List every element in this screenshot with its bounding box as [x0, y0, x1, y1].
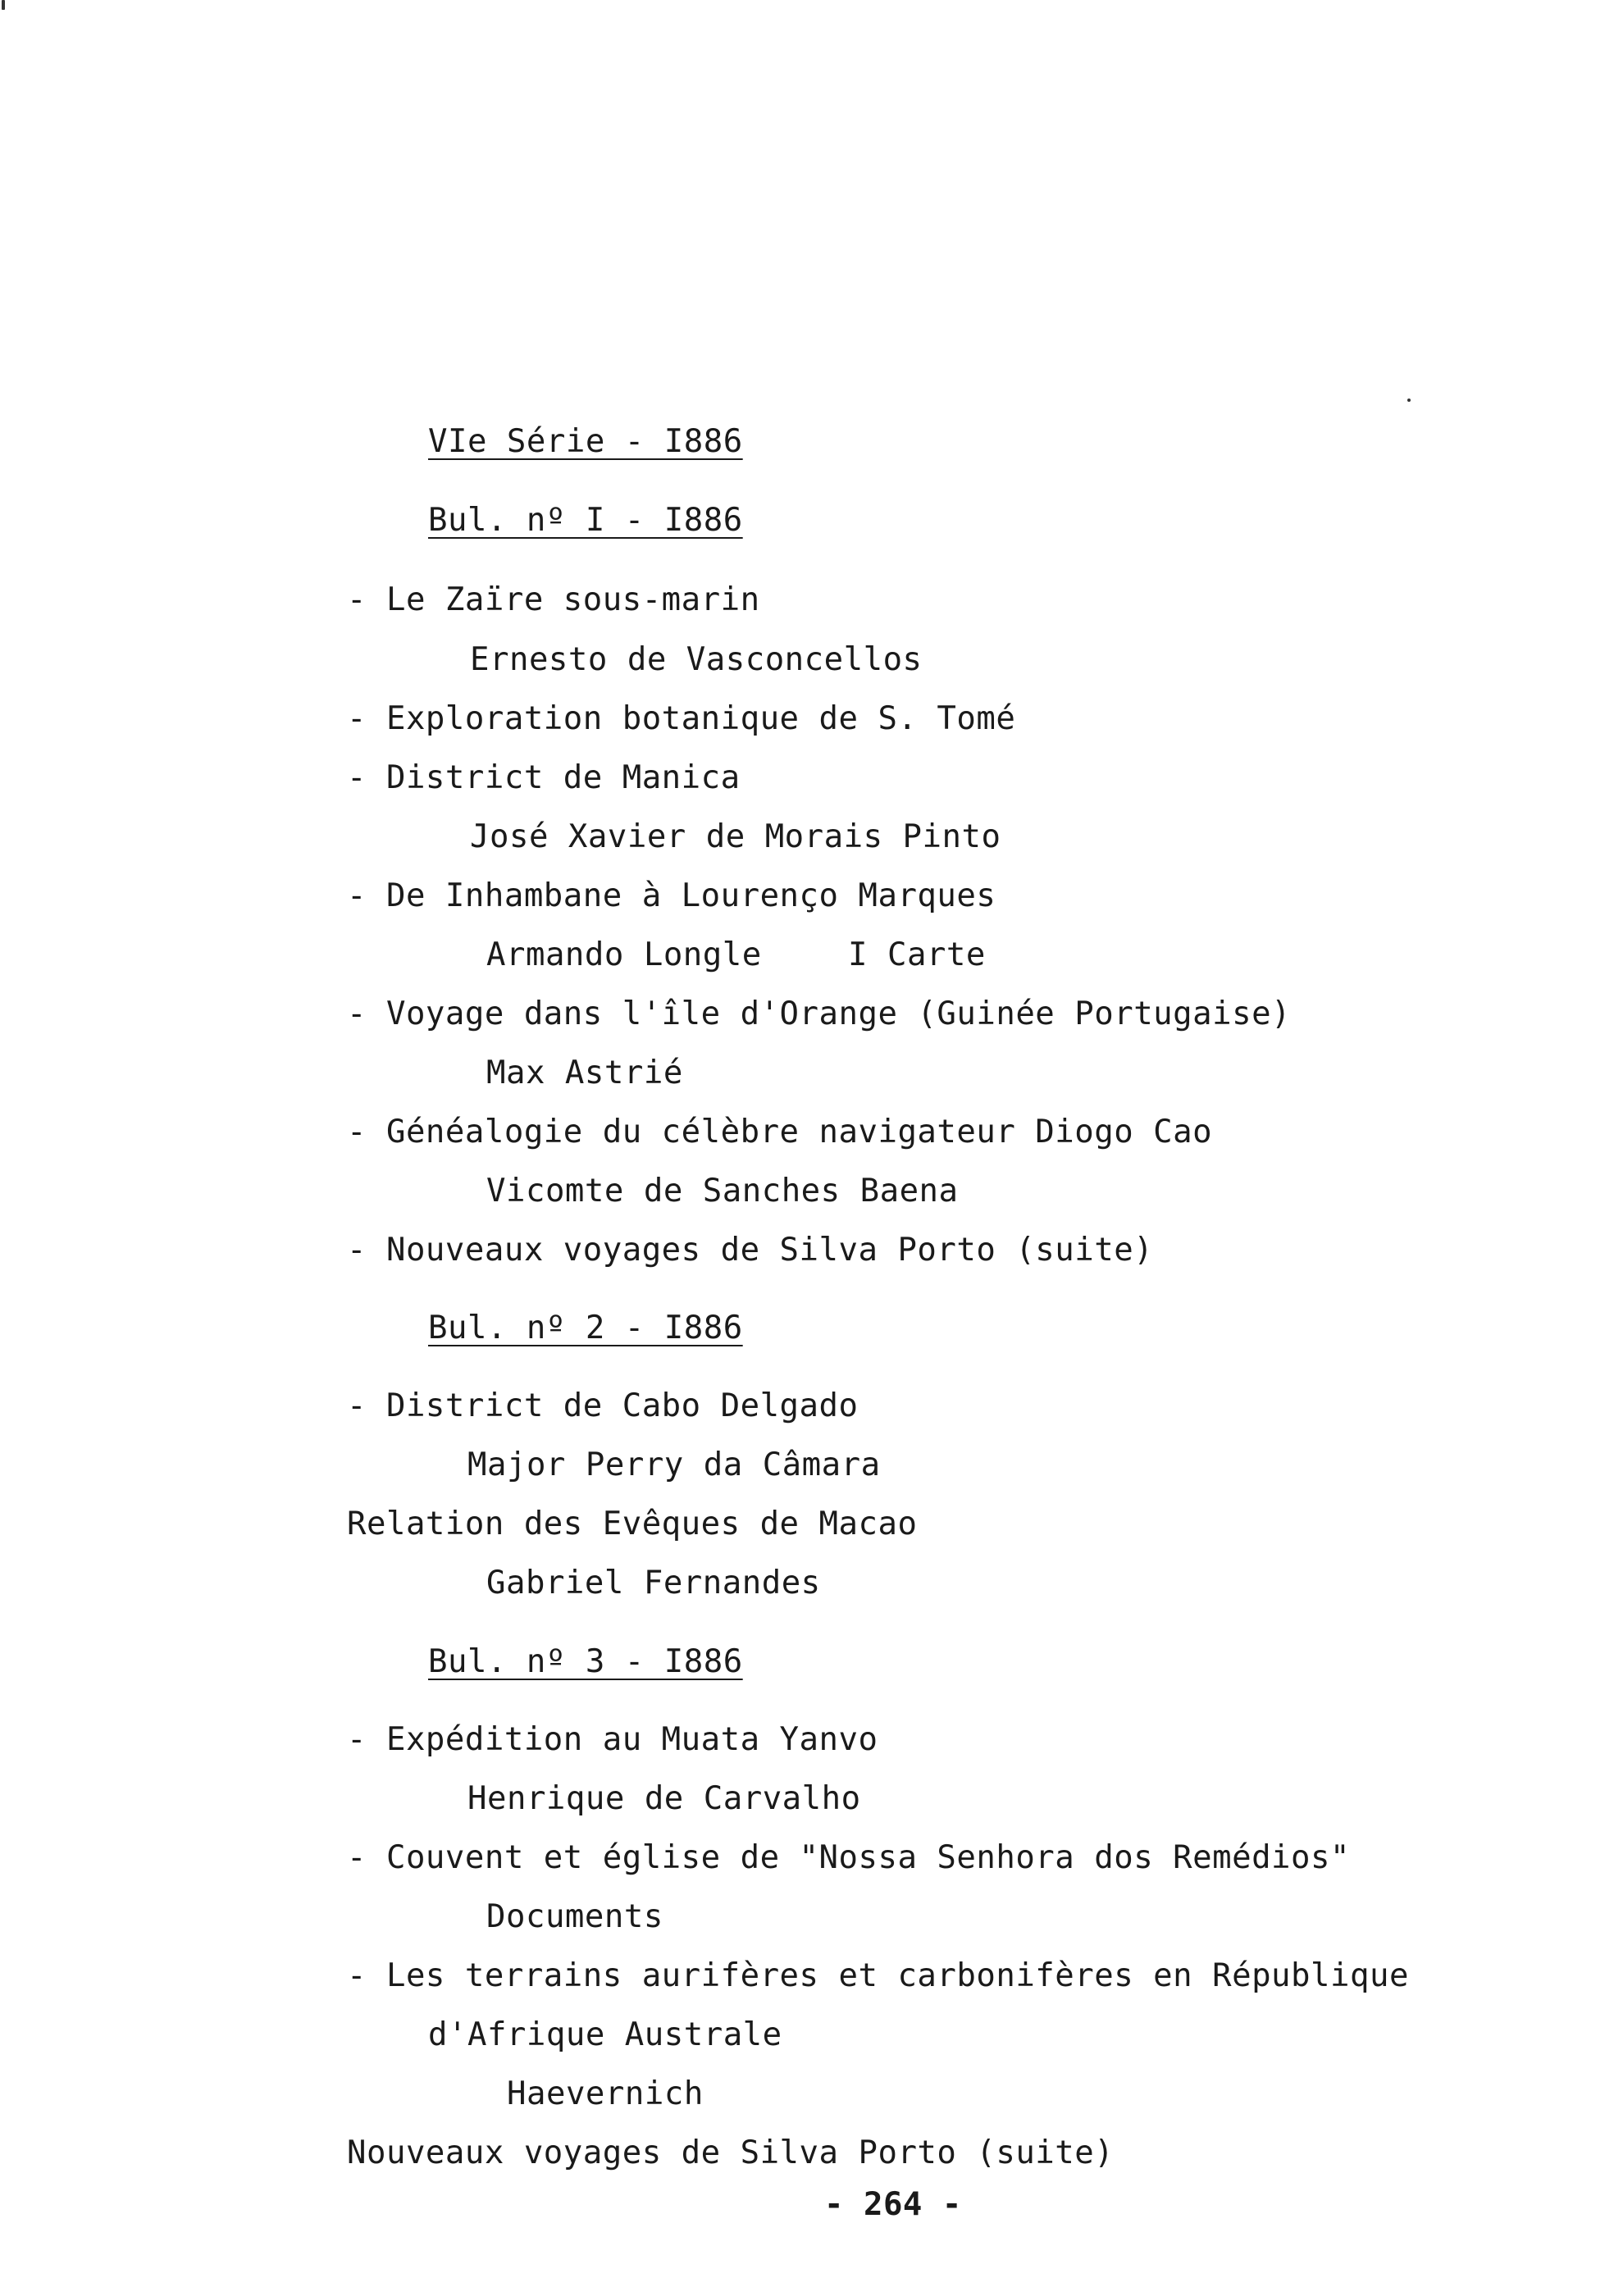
- entry-author: Ernesto de Vasconcellos: [470, 641, 923, 678]
- bulletin-2-heading: Bul. nº 2 - I886: [428, 1310, 743, 1346]
- entry-title: - Couvent et église de "Nossa Senhora dos Remédios": [347, 1839, 1350, 1876]
- entry-title: Nouveaux voyages de Silva Porto (suite): [347, 2134, 1115, 2171]
- entry-author: Major Perry da Câmara: [467, 1446, 881, 1483]
- entry-title: - De Inhambane à Lourenço Marques: [347, 877, 996, 914]
- scan-mark: [2, 0, 5, 10]
- entry-author: Armando Longle: [486, 936, 762, 973]
- entry-author: Haevernich: [507, 2075, 704, 2112]
- bulletin-3-heading: Bul. nº 3 - I886: [428, 1643, 743, 1680]
- entry-title: - Nouveaux voyages de Silva Porto (suite): [347, 1232, 1154, 1269]
- entry-title: - District de Manica: [347, 759, 741, 796]
- entry-title: - Généalogie du célèbre navigateur Diogo Cao: [347, 1114, 1213, 1150]
- page-number: - 264 -: [824, 2186, 962, 2223]
- bulletin-1-heading: Bul. nº I - I886: [428, 502, 743, 539]
- series-heading: VIe Série - I886: [428, 423, 743, 460]
- entry-title-continued: d'Afrique Australe: [428, 2016, 782, 2053]
- entry-title: - Le Zaïre sous-marin: [347, 581, 760, 618]
- entry-author: Documents: [486, 1898, 663, 1935]
- entry-title: - Exploration botanique de S. Tomé: [347, 700, 1016, 737]
- entry-title: - Les terrains aurifères et carbonifères en République: [347, 1957, 1409, 1994]
- entry-author: Vicomte de Sanches Baena: [486, 1173, 959, 1210]
- entry-author: Gabriel Fernandes: [486, 1565, 821, 1601]
- entry-title: - Voyage dans l'île d'Orange (Guinée Portugaise): [347, 995, 1292, 1032]
- scan-speck: [1407, 399, 1411, 402]
- entry-author: Henrique de Carvalho: [467, 1780, 861, 1817]
- entry-note: I Carte: [848, 936, 986, 973]
- entry-author: Max Astrié: [486, 1055, 683, 1091]
- entry-author: José Xavier de Morais Pinto: [470, 818, 1001, 855]
- entry-title: - District de Cabo Delgado: [347, 1387, 859, 1424]
- entry-title: - Expédition au Muata Yanvo: [347, 1721, 878, 1758]
- entry-title: Relation des Evêques de Macao: [347, 1506, 918, 1542]
